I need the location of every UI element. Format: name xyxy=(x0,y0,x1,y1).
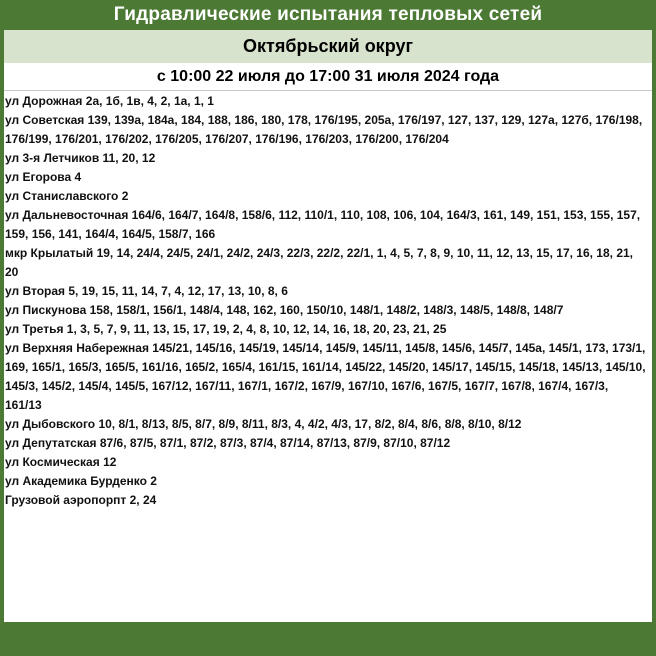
page-title: Гидравлические испытания тепловых сетей xyxy=(0,0,656,30)
list-item: ул Дыбовского 10, 8/1, 8/13, 8/5, 8/7, 8/9, 8/11, 8/3, 4, 4/2, 4/3, 17, 8/2, 8/4, 8/6, 8/8, 8/10, 8/12 xyxy=(5,417,522,431)
period-heading: с 10:00 22 июля до 17:00 31 июля 2024 года xyxy=(4,63,652,91)
list-item: ул Станиславского 2 xyxy=(5,189,129,203)
list-item: ул Дорожная 2а, 1б, 1в, 4, 2, 1а, 1, 1 xyxy=(5,94,214,108)
district-heading: Октябрьский округ xyxy=(4,30,652,63)
list-item: ул Третья 1, 3, 5, 7, 9, 11, 13, 15, 17, 19, 2, 4, 8, 10, 12, 14, 16, 18, 20, 23, 21, 25 xyxy=(5,322,447,336)
list-item: ул Космическая 12 xyxy=(5,455,117,469)
list-item: ул Депутатская 87/6, 87/5, 87/1, 87/2, 87/3, 87/4, 87/14, 87/13, 87/9, 87/10, 87/12 xyxy=(5,436,451,450)
list-item: ул Верхняя Набережная 145/21, 145/16, 145/19, 145/14, 145/9, 145/11, 145/8, 145/6, 145/7, 145а, 145/1, 173, 173/1, 169, 165/1, 165/3, 165/5, 161/16, 165/2, 165/4, 161/15, 161/14, 145/22, 145/20, 145/17, 145/15, 145/18, 145/13, 145/10, 145/3, 145/2, 145/4, 145/5, 167/12, 167/11, 167/1, 167/2, 167/9, 167/10, 167/6, 167/5, 167/7, 167/8, 167/4, 167/3, 161/13 xyxy=(5,341,646,412)
list-item: ул Дальневосточная 164/6, 164/7, 164/8, 158/6, 112, 110/1, 110, 108, 106, 104, 164/3, 161, 149, 151, 153, 155, 157, 159, 156, 141, 164/4, 164/5, 158/7, 166 xyxy=(5,208,641,241)
list-item: мкр Крылатый 19, 14, 24/4, 24/5, 24/1, 24/2, 24/3, 22/3, 22/2, 22/1, 1, 4, 5, 7, 8, 9, 10, 11, 12, 13, 15, 17, 16, 18, 21, 20 xyxy=(5,246,633,279)
list-item: ул Егорова 4 xyxy=(5,170,82,184)
footer-bar xyxy=(0,622,656,656)
list-item: Грузовой аэропорпт 2, 24 xyxy=(5,493,157,507)
list-item: ул Академика Бурденко 2 xyxy=(5,474,157,488)
list-item: ул Пискунова 158, 158/1, 156/1, 148/4, 148, 162, 160, 150/10, 148/1, 148/2, 148/3, 148/5, 148/8, 148/7 xyxy=(5,303,564,317)
list-item: ул 3-я Летчиков 11, 20, 12 xyxy=(5,151,156,165)
list-item: ул Вторая 5, 19, 15, 11, 14, 7, 4, 12, 17, 13, 10, 8, 6 xyxy=(5,284,288,298)
list-item: ул Советская 139, 139а, 184а, 184, 188, 186, 180, 178, 176/195, 205а, 176/197, 127, 137, 129, 127а, 127б, 176/198, 176/199, 176/201, 176/202, 176/205, 176/207, 176/196, 176/203, 176/200, 176/204 xyxy=(5,113,643,146)
street-list xyxy=(5,92,647,510)
